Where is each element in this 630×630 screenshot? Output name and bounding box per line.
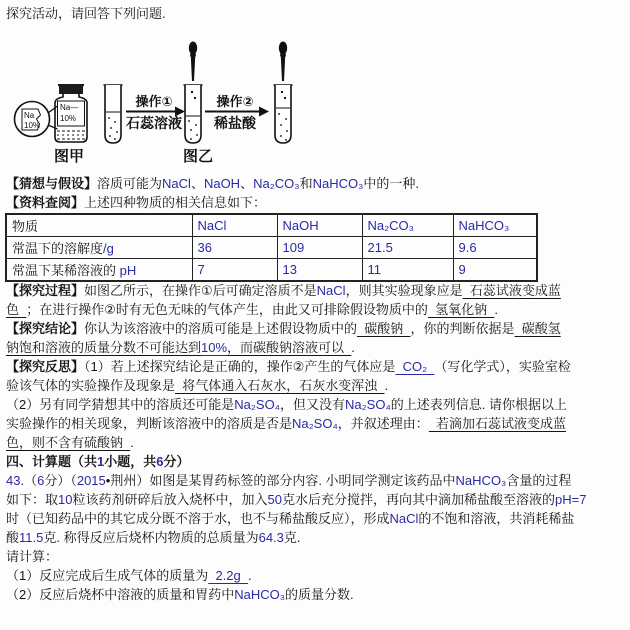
figure-a-caption: 图甲 xyxy=(54,148,85,165)
text-segment: ，并叙述理由： xyxy=(337,416,429,431)
answer-text: 钠饱和溶液的质量分数不可能达到 xyxy=(6,340,202,355)
text-line xyxy=(6,414,586,433)
text-line xyxy=(6,357,586,376)
text-segment: 分） xyxy=(163,454,190,469)
text-segment: . xyxy=(351,340,355,355)
answer-text: 碳酸钠 xyxy=(357,321,411,336)
magnifier-callout xyxy=(15,102,58,137)
text-segment: 11.5 xyxy=(19,530,44,545)
text-line xyxy=(6,281,586,300)
text-segment: 请计算： xyxy=(6,549,59,564)
table-cell xyxy=(6,259,192,282)
text-segment: （2）另有同学猜想其中的溶质还可能是 xyxy=(6,397,235,412)
text-segment: pH xyxy=(116,263,137,278)
text-segment: 2015 xyxy=(76,473,106,488)
text-segment: . xyxy=(494,302,498,317)
text-segment: NaCl xyxy=(197,218,227,233)
table-cell xyxy=(277,237,362,259)
text-segment: 探究活动，请回答下列问题. xyxy=(6,6,166,21)
table-cell xyxy=(6,237,192,259)
text-segment: 克. xyxy=(283,530,301,545)
text-segment: 的质量分数. xyxy=(285,587,354,602)
intro-text-block xyxy=(6,4,166,23)
text-line xyxy=(6,471,586,490)
text-segment: 实验操作的相关现象，判断该溶液中的溶质是否是 xyxy=(6,416,293,431)
text-segment: .（ xyxy=(20,473,38,488)
text-line xyxy=(6,4,166,23)
main-text-block xyxy=(6,281,586,604)
text-segment: 克. 称得反应后烧杯内物质的总质量为 xyxy=(43,530,259,545)
text-segment: NaCl xyxy=(316,283,346,298)
text-segment: 克水后充分搅拌，再向其中滴加稀盐酸至溶液的 xyxy=(281,492,555,507)
text-segment: Na₂SO₄ xyxy=(234,397,280,412)
text-segment: •荆州）如图是某胃药标签的部分内容. 小明同学测定该药品中 xyxy=(105,473,456,488)
text-segment: 溶质可能为 xyxy=(97,176,163,191)
text-segment: （1）若上述探究结论是正确的，操作②产生的气体应是 xyxy=(84,359,396,374)
experiment-figure xyxy=(5,40,335,168)
table-cell xyxy=(192,214,277,237)
text-segment: 常温下的溶解度 xyxy=(12,241,104,256)
text-segment: . xyxy=(384,378,389,393)
text-line xyxy=(6,452,586,471)
text-segment: 【探究反思】 xyxy=(6,359,85,374)
text-line xyxy=(6,395,586,414)
text-line xyxy=(6,300,586,319)
text-segment: 9.6 xyxy=(458,240,477,255)
table-cell xyxy=(192,259,277,282)
text-segment: Na₂CO₃ xyxy=(253,176,300,191)
test-tube-3 xyxy=(274,85,293,143)
table-cell xyxy=(362,214,453,237)
text-segment: 9 xyxy=(458,262,466,277)
answer-text: ，而碳酸钠溶液可以 xyxy=(227,340,352,355)
operation-2-label: 操作② xyxy=(216,94,254,109)
table-cell xyxy=(6,214,192,237)
text-segment: /g xyxy=(103,241,114,256)
hypothesis-text-block xyxy=(6,174,419,212)
answer-text: 10% xyxy=(201,340,228,355)
text-segment: 和 xyxy=(299,176,313,191)
table-row xyxy=(6,237,537,259)
answer-text: CO₂ xyxy=(395,359,435,374)
table-cell xyxy=(453,214,537,237)
text-segment: 的上述表列信息. 请你根据以上 xyxy=(390,397,568,412)
text-line xyxy=(6,376,586,395)
text-segment: . xyxy=(130,435,134,450)
text-line xyxy=(6,174,419,193)
text-segment: 109 xyxy=(282,240,305,255)
text-segment: 你认为该溶液中的溶质可能是上述假设物质中的 xyxy=(84,321,358,336)
substance-properties-table xyxy=(5,213,538,282)
text-segment: . xyxy=(247,568,252,583)
reagent-bottle-illustration xyxy=(55,85,87,142)
text-segment: 36 xyxy=(197,240,212,255)
text-segment: 6 xyxy=(156,454,164,469)
text-segment: 如下：取 xyxy=(6,492,59,507)
answer-text: 若滴加石蕊试液变成蓝 xyxy=(428,416,567,431)
text-segment: 常温下某稀溶液的 xyxy=(12,263,117,278)
text-segment: 酸 xyxy=(6,530,20,545)
text-segment: NaHCO₃ xyxy=(458,218,510,233)
text-segment: Na₂SO₄ xyxy=(292,416,338,431)
text-segment: （写化学式），实验室检 xyxy=(434,359,571,374)
table-cell xyxy=(362,259,453,282)
text-segment: 四、计算题（共 xyxy=(6,454,98,469)
text-line xyxy=(6,566,586,585)
answer-text: 氢氧化钠 xyxy=(427,302,495,317)
text-segment: 21.5 xyxy=(367,240,393,255)
text-segment: 10 xyxy=(58,492,73,507)
answer-text: 色，则不含有硫酸钠 xyxy=(6,435,131,450)
text-segment: 粒该药剂研碎后放入烧杯中，加入 xyxy=(72,492,268,507)
table-cell xyxy=(277,259,362,282)
text-segment: 上述四种物质的相关信息如下： xyxy=(84,195,267,210)
test-tube-1 xyxy=(104,85,123,143)
table-cell xyxy=(192,237,277,259)
text-line xyxy=(6,193,419,212)
text-segment: 【猜想与假设】 xyxy=(6,176,98,191)
text-segment: （1）反应完成后生成气体的质量为 xyxy=(6,568,209,583)
test-tube-2 xyxy=(184,85,203,143)
operation-2-reagent-label: 稀盐酸 xyxy=(214,115,256,131)
text-segment: 43 xyxy=(6,473,21,488)
text-segment: 【资料查阅】 xyxy=(6,195,85,210)
text-segment: pH=7 xyxy=(554,492,587,507)
table-cell xyxy=(277,214,362,237)
text-segment: 64.3 xyxy=(258,530,284,545)
text-line xyxy=(6,528,586,547)
answer-text: 2.2g xyxy=(208,568,248,583)
text-segment: 、 xyxy=(240,176,254,191)
text-segment: 【探究结论】 xyxy=(6,321,85,336)
text-segment: 7 xyxy=(197,262,205,277)
text-segment: 分）（ xyxy=(44,473,77,488)
bottle-label-bottom: 10% xyxy=(60,114,77,123)
text-line xyxy=(6,338,586,357)
text-segment: 、 xyxy=(190,176,204,191)
text-segment: 13 xyxy=(282,262,297,277)
text-segment: ，你的判断依据是 xyxy=(410,321,515,336)
text-segment: NaCl xyxy=(389,511,419,526)
text-segment: 6 xyxy=(37,473,45,488)
table-row xyxy=(6,259,537,282)
text-segment: 1 xyxy=(97,454,105,469)
experiment-diagram xyxy=(5,40,335,168)
dropper-icon-1 xyxy=(189,42,197,82)
text-segment: （2）反应后烧杯中溶液的质量和胃药中 xyxy=(6,587,235,602)
text-segment: 小题，共 xyxy=(104,454,157,469)
text-segment: ，但又没有 xyxy=(280,397,346,412)
answer-text: 石蕊试液变成蓝 xyxy=(462,283,561,298)
text-segment: 的不饱和溶液，共消耗稀盐 xyxy=(418,511,575,526)
table-cell xyxy=(362,237,453,259)
text-segment: ；在进行操作②时有无色无味的气体产生，由此又可排除假设物质中的 xyxy=(26,302,428,317)
text-line xyxy=(6,433,586,452)
text-segment: NaOH xyxy=(203,176,241,191)
figure-b-caption: 图乙 xyxy=(183,148,214,165)
text-segment: 物质 xyxy=(12,219,39,234)
text-segment: 中的一种. xyxy=(363,176,420,191)
text-segment: NaHCO₃ xyxy=(234,587,286,602)
text-line xyxy=(6,585,586,604)
text-segment: 如图乙所示，在操作①后可确定溶质不是 xyxy=(84,283,317,298)
text-segment: 时（已知药品中的其它成分既不溶于水，也不与稀盐酸反应），形成 xyxy=(6,511,390,526)
answer-text: 色 xyxy=(6,302,27,317)
text-line xyxy=(6,490,586,509)
magnifier-label-top: Na xyxy=(24,111,35,120)
operation-1-reagent-label: 石蕊溶液 xyxy=(126,115,182,131)
table-cell xyxy=(453,237,537,259)
text-segment: Na₂SO₄ xyxy=(345,397,391,412)
text-segment: NaHCO₃ xyxy=(455,473,507,488)
text-line xyxy=(6,547,586,566)
text-segment: 【探究过程】 xyxy=(6,283,85,298)
text-segment: ，则其实验现象应是 xyxy=(345,283,463,298)
answer-text: 碳酸氢 xyxy=(514,321,561,336)
magnifier-label-bottom: 10% xyxy=(24,121,41,130)
dropper-icon-2 xyxy=(279,42,287,82)
text-line xyxy=(6,509,586,528)
text-segment: NaOH xyxy=(282,218,319,233)
text-line xyxy=(6,319,586,338)
text-segment: Na₂CO₃ xyxy=(367,218,414,233)
text-segment: 11 xyxy=(367,262,381,277)
answer-text: 将气体通入石灰水，石灰水变浑浊 xyxy=(175,378,385,393)
text-segment: NaHCO₃ xyxy=(312,176,364,191)
text-segment: 50 xyxy=(267,492,282,507)
table-cell xyxy=(453,259,537,282)
operation-1-label: 操作① xyxy=(135,94,173,109)
text-segment: 验该气体的实验操作及现象是 xyxy=(6,378,176,393)
text-segment: 含量的过程 xyxy=(506,473,572,488)
bottle-label-top: Na— xyxy=(60,103,79,112)
text-segment: NaCl xyxy=(162,176,191,191)
table-row xyxy=(6,214,537,237)
